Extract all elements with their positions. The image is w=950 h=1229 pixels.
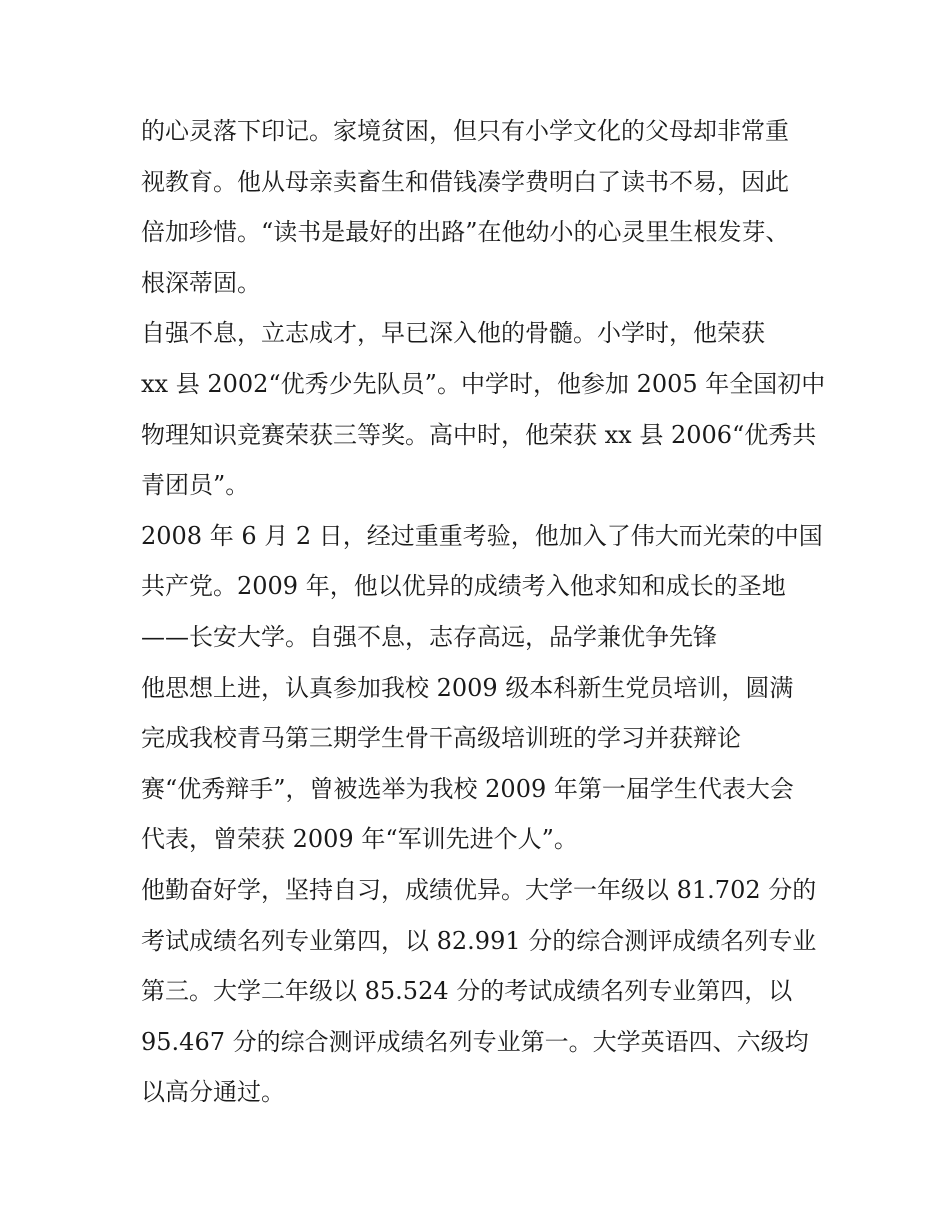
- text-line: 考试成绩名列专业第四，以 82.991 分的综合测评成绩名列专业: [141, 926, 817, 955]
- text-line: 他思想上进，认真参加我校 2009 级本科新生党员培训，圆满: [141, 673, 794, 702]
- text-line: 共产党。2009 年，他以优异的成绩考入他求知和成长的圣地: [141, 572, 786, 601]
- text-line: 95.467 分的综合测评成绩名列专业第一。大学英语四、六级均: [141, 1027, 809, 1056]
- text-line: 视教育。他从母亲卖畜生和借钱凑学费明白了读书不易，因此: [141, 167, 789, 196]
- text-line: 2008 年 6 月 2 日，经过重重考验，他加入了伟大而光荣的中国: [141, 521, 823, 550]
- text-line: 自强不息，立志成才，早已深入他的骨髓。小学时，他荣获: [141, 319, 765, 348]
- text-line: xx 县 2002“优秀少先队员”。中学时，他参加 2005 年全国初中: [141, 369, 826, 398]
- text-line: 代表，曾荣获 2009 年“军训先进个人”。: [141, 825, 578, 854]
- text-line: 完成我校青马第三期学生骨干高级培训班的学习并获辩论: [141, 724, 741, 753]
- text-line: 第三。大学二年级以 85.524 分的考试成绩名列专业第四，以: [141, 977, 793, 1006]
- text-line: 根深蒂固。: [141, 268, 261, 297]
- document-body: [141, 106, 826, 1118]
- text-line: 青团员”。: [141, 471, 250, 500]
- text-line: 他勤奋好学，坚持自习，成绩优异。大学一年级以 81.702 分的: [141, 875, 817, 904]
- text-line: ——长安大学。自强不息，志存高远，品学兼优争先锋: [141, 622, 717, 651]
- text-line: 倍加珍惜。“读书是最好的出路”在他幼小的心灵里生根发芽、: [141, 218, 790, 247]
- text-line: 赛“优秀辩手”，曾被选举为我校 2009 年第一届学生代表大会: [141, 774, 794, 803]
- text-line: 物理知识竞赛荣获三等奖。高中时，他荣获 xx 县 2006“优秀共: [141, 420, 817, 449]
- text-line: 以高分通过。: [141, 1078, 285, 1107]
- text-line: 的心灵落下印记。家境贫困，但只有小学文化的父母却非常重: [141, 117, 789, 145]
